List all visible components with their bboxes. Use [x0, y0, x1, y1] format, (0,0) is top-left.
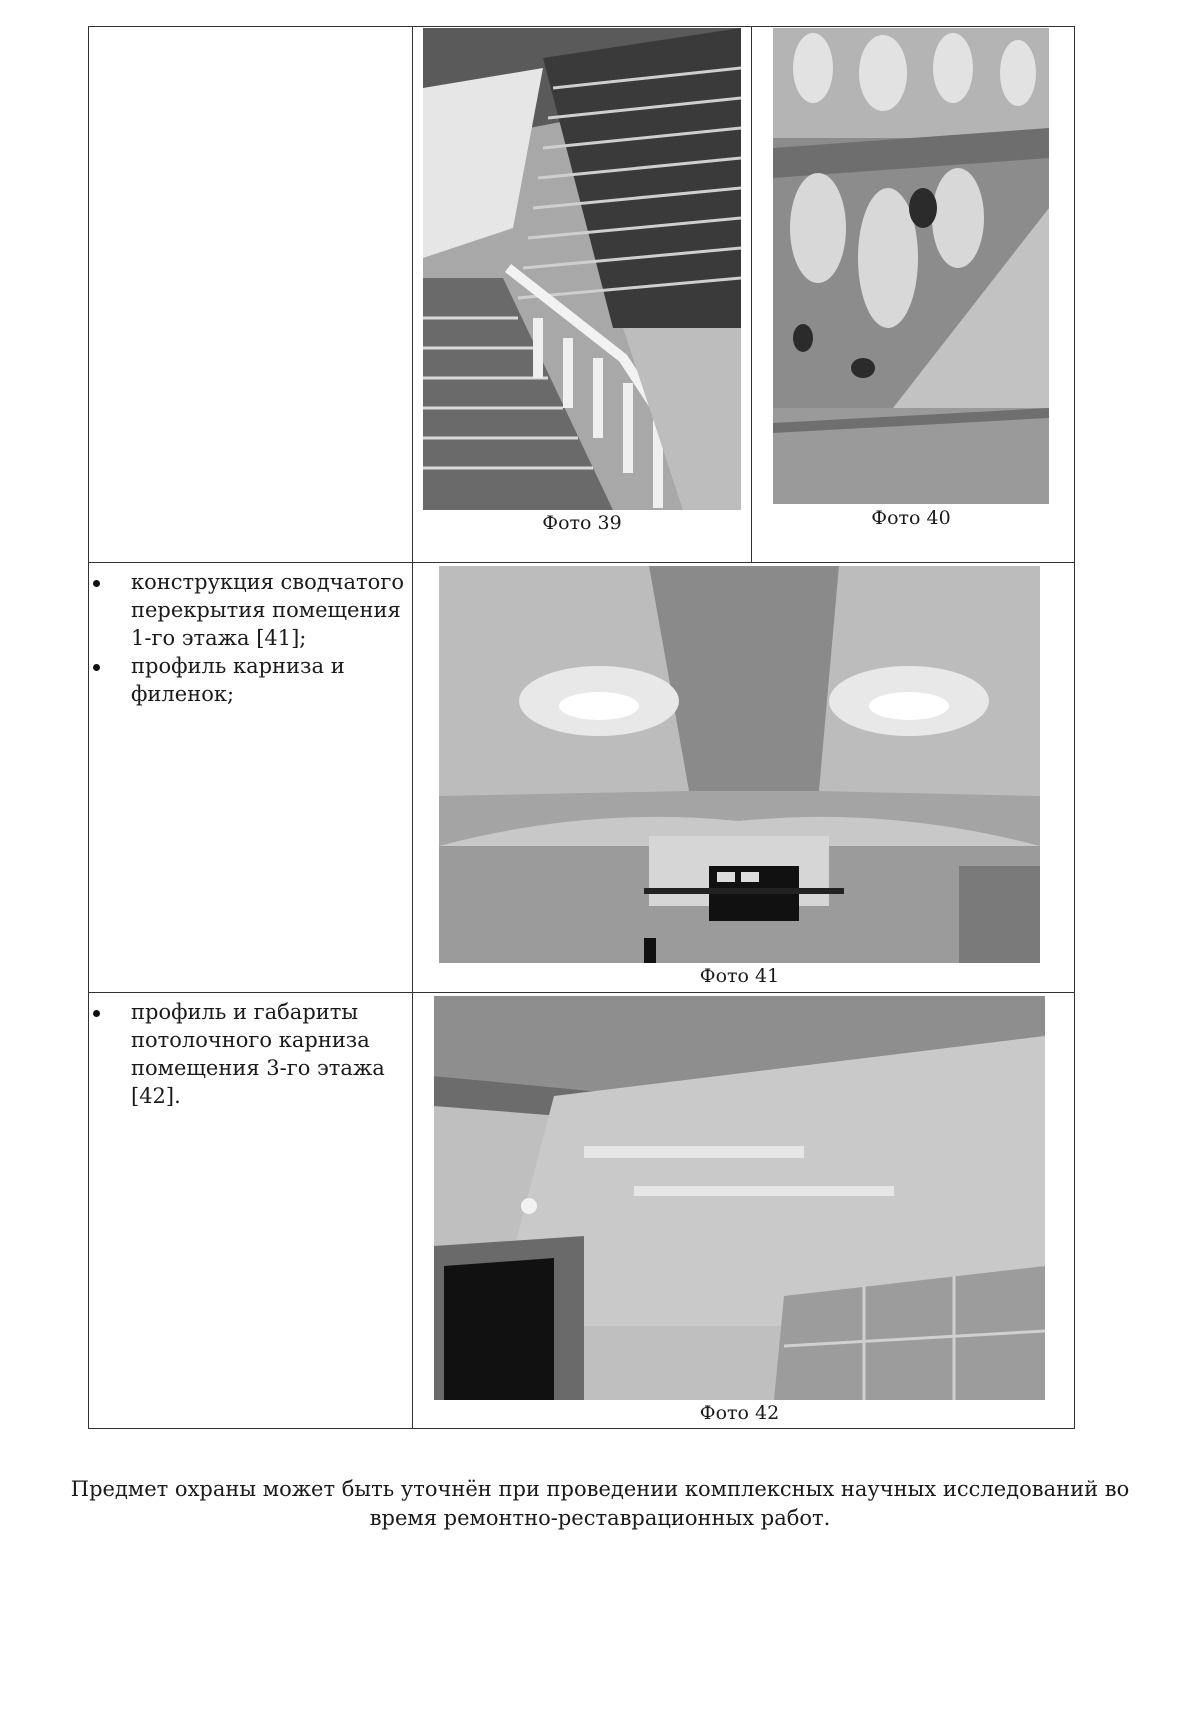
table-border-top: [88, 26, 1075, 27]
list-item: конструкция сводчатого перекрытия помещения 1-го этажа [41];: [88, 568, 408, 652]
row2-feature-list: [88, 568, 408, 708]
protection-subject-note: Предмет охраны может быть уточнён при проведении комплексных научных исследований во время ремонтно-реставрационных работ.: [70, 1477, 1130, 1530]
photo-42-ceiling-cornice: [434, 996, 1045, 1400]
list-item: профиль и габариты потолочного карниза помещения 3-го этажа [42].: [88, 998, 408, 1110]
table-border-row2: [88, 992, 1075, 993]
photo-41-vaulted-ceiling: [439, 566, 1040, 963]
bullet-icon: [93, 580, 100, 587]
bullet-icon: [93, 664, 100, 671]
photo-39-caption: Фото 39: [542, 512, 622, 534]
photo-40-balustrade-detail: [773, 28, 1049, 504]
photo-table: [88, 26, 1075, 1429]
bullet-icon: [93, 1010, 100, 1017]
table-border-middle: [412, 26, 413, 1429]
table-border-row1: [88, 562, 1075, 563]
row3-feature-list: [88, 998, 408, 1110]
list-item: профиль карниза и филенок;: [88, 652, 408, 708]
table-border-left: [88, 26, 89, 1429]
photo-40-caption: Фото 40: [871, 507, 951, 529]
table-border-bottom: [88, 1428, 1075, 1429]
photo-41-caption: Фото 41: [699, 965, 780, 987]
photo-42-caption: Фото 42: [699, 1402, 780, 1424]
photo-39-staircase: [423, 28, 741, 510]
table-border-photo-split: [751, 26, 752, 563]
table-border-right: [1074, 26, 1075, 1429]
